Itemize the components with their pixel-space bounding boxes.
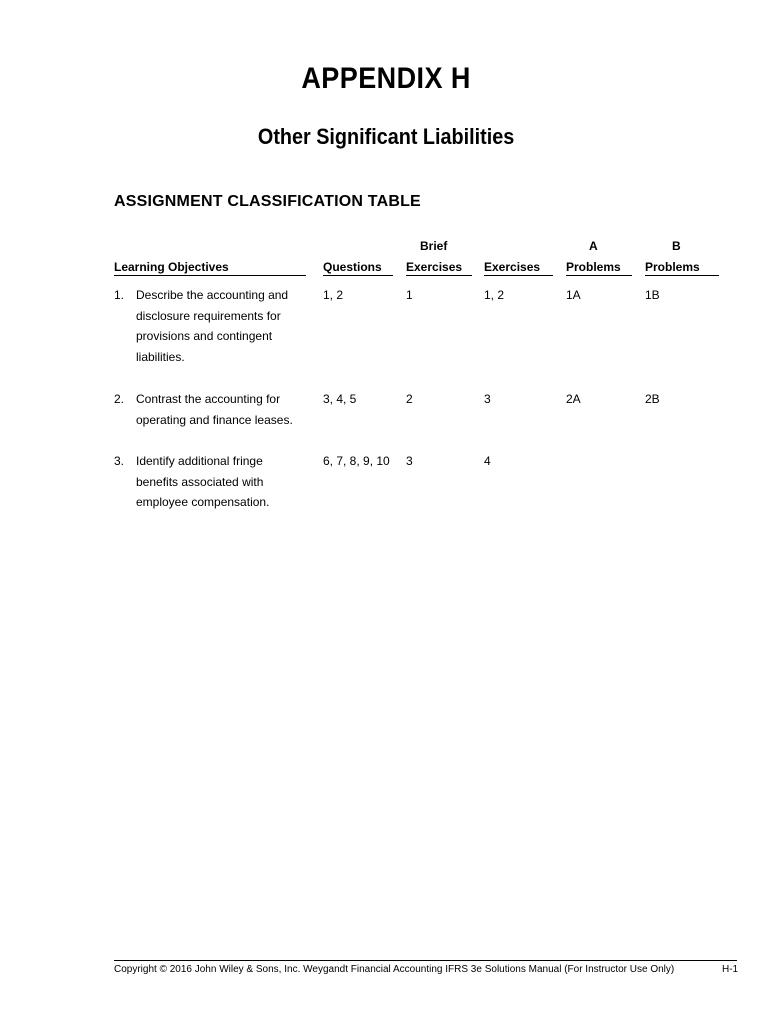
page-title: APPENDIX H	[301, 62, 471, 95]
page-subtitle: Other Significant Liabilities	[257, 124, 515, 149]
objective-number: 2.	[114, 392, 125, 406]
header-learning-objectives: Learning Objectives	[114, 260, 229, 274]
objective-number: 3.	[114, 454, 125, 468]
header-exercises: Exercises	[484, 260, 541, 274]
b-problems-cell: 2B	[645, 392, 660, 406]
brief-exercises-cell: 3	[406, 454, 413, 468]
exercises-cell: 1, 2	[484, 288, 505, 302]
section-heading: ASSIGNMENT CLASSIFICATION TABLE	[114, 193, 421, 210]
header-a-top: A	[589, 239, 598, 253]
header-b-top: B	[672, 239, 681, 253]
header-underline-brief	[406, 275, 472, 276]
objective-text: Describe the accounting and disclosure requirements for provisions and contingent liabilities.	[136, 288, 289, 365]
header-underline-a	[566, 275, 632, 276]
footer-page-number: H-1	[722, 964, 739, 975]
header-brief-exercises: Exercises	[406, 260, 463, 274]
header-underline-objectives	[114, 275, 306, 276]
questions-cell: 6, 7, 8, 9, 10	[323, 454, 390, 468]
header-underline-b	[645, 275, 719, 276]
exercises-cell: 3	[484, 392, 491, 406]
exercises-cell: 4	[484, 454, 491, 468]
objective-text: Identify additional fringe benefits associated with employee compensation.	[136, 454, 270, 510]
objective-number: 1.	[114, 288, 125, 302]
header-underline-questions	[323, 275, 393, 276]
a-problems-cell: 2A	[566, 392, 581, 406]
footer-copyright: Copyright © 2016 John Wiley & Sons, Inc. Weygandt Financial Accounting IFRS 3e Solutions Manual (For Instructor Use Only)	[114, 964, 675, 975]
objective-text: Contrast the accounting for operating and finance leases.	[136, 392, 293, 427]
header-underline-exercises	[484, 275, 553, 276]
header-brief-top: Brief	[420, 239, 448, 253]
a-problems-cell: 1A	[566, 288, 581, 302]
header-questions: Questions	[323, 260, 382, 274]
header-a-problems: Problems	[566, 260, 621, 274]
header-b-problems: Problems	[645, 260, 700, 274]
questions-cell: 3, 4, 5	[323, 392, 357, 406]
brief-exercises-cell: 2	[406, 392, 413, 406]
brief-exercises-cell: 1	[406, 288, 413, 302]
footer-rule	[114, 960, 737, 961]
questions-cell: 1, 2	[323, 288, 344, 302]
b-problems-cell: 1B	[645, 288, 660, 302]
